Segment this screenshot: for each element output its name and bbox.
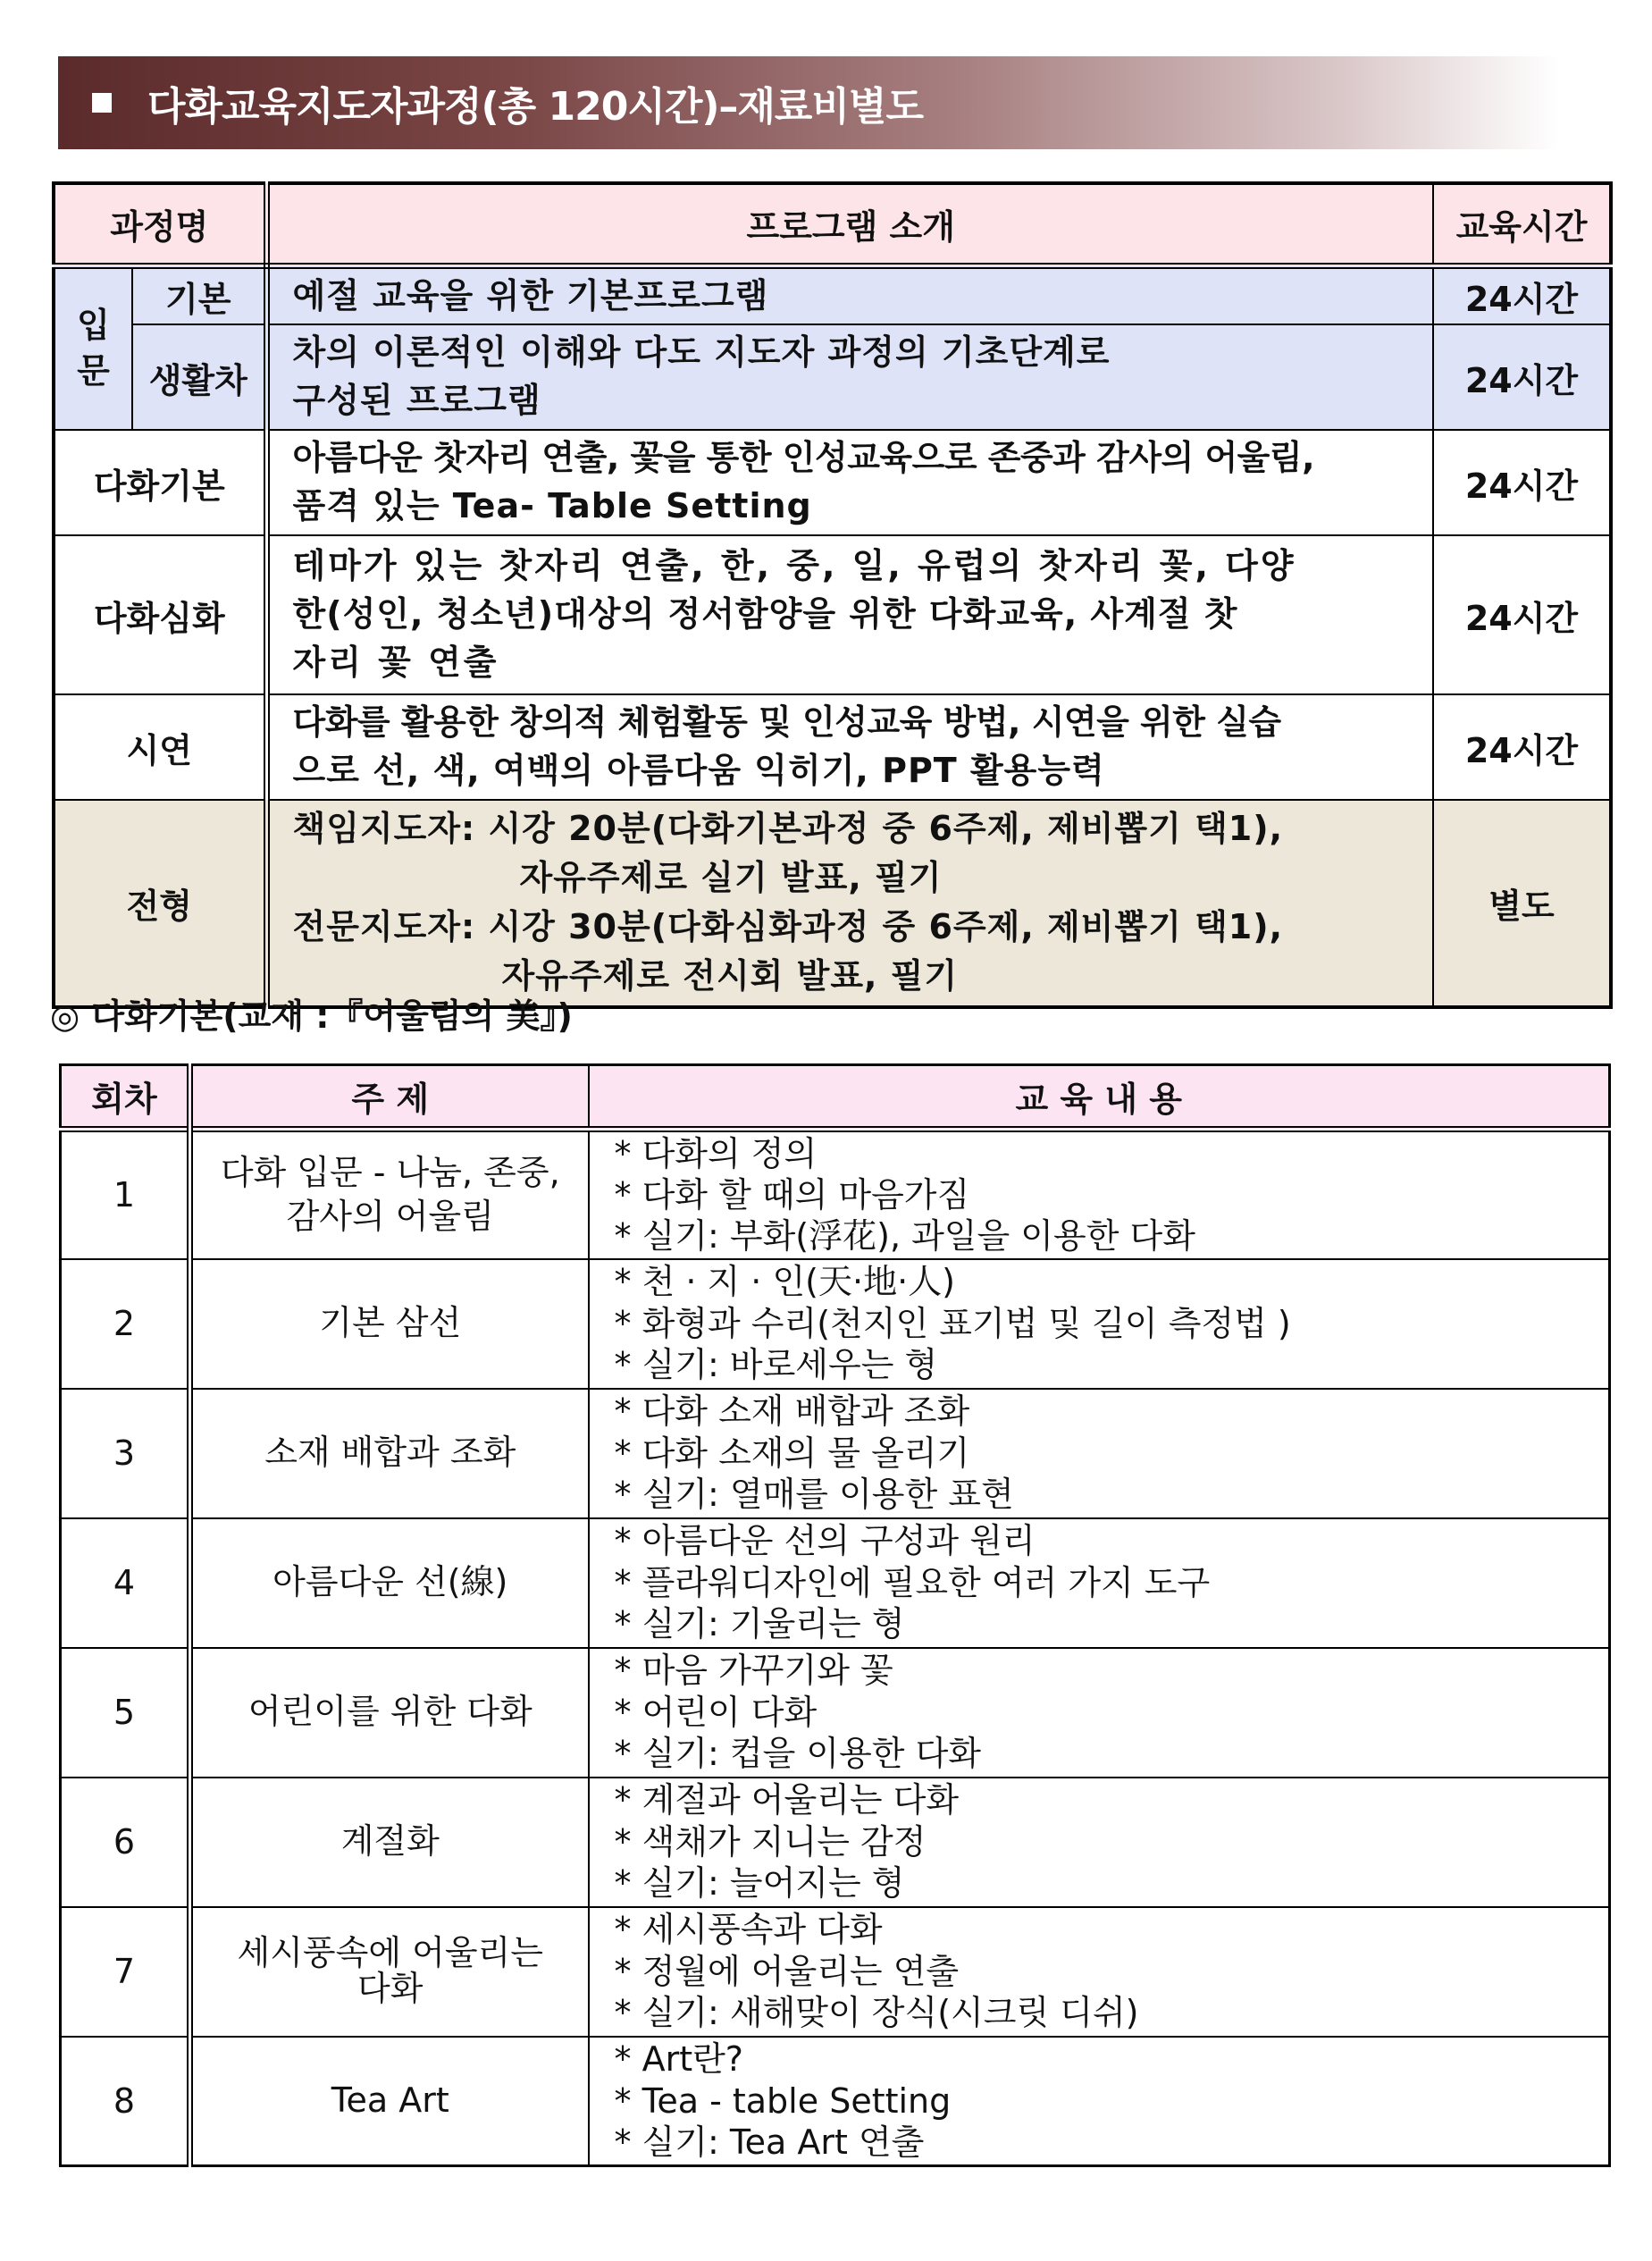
header-course-name: 과정명 bbox=[54, 183, 266, 265]
session-number: 2 bbox=[61, 1259, 190, 1389]
content-line: * 실기: 부화(浮花), 과일을 이용한 다화 bbox=[614, 1216, 1195, 1257]
curriculum-header-row bbox=[61, 1065, 1610, 1130]
course-name: 시연 bbox=[54, 694, 266, 800]
header-program: 프로그램 소개 bbox=[266, 183, 1433, 265]
header-session: 회차 bbox=[61, 1065, 190, 1130]
program-line: 한(성인, 청소년)대상의 정서함양을 위한 다화교육, 사계절 찻 bbox=[292, 594, 1238, 635]
session-content bbox=[589, 1518, 1610, 1648]
session-topic bbox=[190, 1389, 589, 1518]
session-topic bbox=[190, 2037, 589, 2166]
title-banner bbox=[58, 56, 1559, 149]
session-content bbox=[589, 1130, 1610, 1259]
program-line: 차의 이론적인 이해와 다도 지도자 과정의 기초단계로 bbox=[292, 332, 1111, 373]
session-content bbox=[589, 1648, 1610, 1778]
session-topic bbox=[190, 1778, 589, 1907]
session-content bbox=[589, 1259, 1610, 1389]
session-number: 3 bbox=[61, 1389, 190, 1518]
course-name: 다화기본 bbox=[54, 430, 266, 535]
topic-line: 아름다운 선(線) bbox=[273, 1562, 508, 1602]
content-line: * 천 · 지 · 인(天·地·人) bbox=[614, 1262, 955, 1302]
table-row bbox=[61, 1130, 1610, 1259]
square-bullet-icon bbox=[92, 93, 112, 113]
course-name: 기본 bbox=[132, 265, 266, 324]
program-line: 자리 꽃 연출 bbox=[292, 643, 499, 683]
course-hours: 24시간 bbox=[1433, 324, 1611, 430]
table-row bbox=[61, 1389, 1610, 1518]
table-row bbox=[61, 2037, 1610, 2166]
content-line: * 실기: Tea Art 연출 bbox=[614, 2122, 925, 2162]
content-line: * 플라워디자인에 필요한 여러 가지 도구 bbox=[614, 1562, 1211, 1602]
course-name: 다화심화 bbox=[54, 535, 266, 694]
curriculum-table bbox=[59, 1063, 1611, 2167]
session-topic bbox=[190, 1518, 589, 1648]
program-description bbox=[266, 535, 1433, 694]
program-line: 으로 선, 색, 여백의 아름다움 익히기, PPT 활용능력 bbox=[292, 751, 1105, 791]
course-hours: 별도 bbox=[1433, 800, 1611, 1006]
course-hours: 24시간 bbox=[1433, 265, 1611, 324]
topic-line: 다화 bbox=[357, 1969, 423, 2008]
course-hours: 24시간 bbox=[1433, 430, 1611, 535]
session-topic bbox=[190, 1648, 589, 1778]
content-line: * 다화의 정의 bbox=[614, 1133, 818, 1173]
session-content bbox=[589, 1778, 1610, 1907]
program-description bbox=[266, 430, 1433, 535]
table-row bbox=[61, 1648, 1610, 1778]
content-line: * 마음 가꾸기와 꽃 bbox=[614, 1651, 893, 1691]
section-heading: ◎ 다화기본(교재 :『어울림의 美』) bbox=[50, 996, 573, 1036]
content-line: * 화형과 수리(천지인 표기법 및 길이 측정법 ) bbox=[614, 1303, 1291, 1343]
session-content bbox=[589, 1389, 1610, 1518]
content-line: * 어린이 다화 bbox=[614, 1692, 818, 1732]
program-line: 테마가 있는 찻자리 연출, 한, 중, 일, 유럽의 찻자리 꽃, 다양 bbox=[292, 546, 1296, 586]
topic-line: Tea Art bbox=[331, 2080, 449, 2121]
header-topic: 주 제 bbox=[190, 1065, 589, 1130]
entry-group-label bbox=[54, 265, 132, 430]
topic-line: 어린이를 위한 다화 bbox=[247, 1692, 532, 1732]
program-line: 전문지도자: 시강 30분(다화심화과정 중 6주제, 제비뽑기 택1), bbox=[292, 907, 1284, 947]
topic-line: 감사의 어울림 bbox=[286, 1197, 494, 1237]
session-topic bbox=[190, 1130, 589, 1259]
page-title: 다화교육지도자과정(총 120시간)–재료비별도 bbox=[147, 84, 923, 130]
session-topic bbox=[190, 1259, 589, 1389]
content-line: * 다화 소재 배합과 조화 bbox=[614, 1391, 970, 1432]
program-line: 품격 있는 Tea- Table Setting bbox=[292, 486, 812, 526]
content-line: * 실기: 바로세우는 형 bbox=[614, 1345, 938, 1385]
program-line: 자유주제로 실기 발표, 필기 bbox=[519, 858, 943, 898]
program-line: 책임지도자: 시강 20분(다화기본과정 중 6주제, 제비뽑기 택1), bbox=[292, 809, 1284, 849]
course-name: 전형 bbox=[54, 800, 266, 1006]
overview-row bbox=[54, 265, 1611, 324]
content-line: * 정월에 어울리는 연출 bbox=[614, 1951, 960, 1991]
session-content bbox=[589, 1907, 1610, 2037]
content-line: * Tea - table Setting bbox=[614, 2080, 952, 2121]
program-description bbox=[266, 694, 1433, 800]
content-line: * 실기: 늘어지는 형 bbox=[614, 1863, 905, 1904]
course-overview-table bbox=[52, 181, 1613, 1009]
program-description bbox=[266, 324, 1433, 430]
program-line: 구성된 프로그램 bbox=[292, 381, 541, 421]
content-line: * 실기: 새해맞이 장식(시크릿 디쉬) bbox=[614, 1993, 1139, 2033]
session-number: 4 bbox=[61, 1518, 190, 1648]
topic-line: 다화 입문 - 나눔, 존중, bbox=[220, 1152, 560, 1192]
session-content bbox=[589, 2037, 1610, 2166]
course-hours: 24시간 bbox=[1433, 535, 1611, 694]
session-number: 8 bbox=[61, 2037, 190, 2166]
content-line: * 계절과 어울리는 다화 bbox=[614, 1780, 960, 1820]
table-row bbox=[61, 1778, 1610, 1907]
content-line: * 다화 할 때의 마음가짐 bbox=[614, 1175, 970, 1215]
header-hours: 교육시간 bbox=[1433, 183, 1611, 265]
overview-row bbox=[54, 535, 1611, 694]
content-line: * 실기: 열매를 이용한 표현 bbox=[614, 1475, 1014, 1515]
table-row bbox=[61, 1907, 1610, 2037]
course-hours: 24시간 bbox=[1433, 694, 1611, 800]
topic-line: 소재 배합과 조화 bbox=[264, 1433, 516, 1473]
content-line: * 실기: 기울리는 형 bbox=[614, 1604, 905, 1644]
header-content: 교 육 내 용 bbox=[589, 1065, 1610, 1130]
overview-row bbox=[54, 430, 1611, 535]
course-name: 생활차 bbox=[132, 324, 266, 430]
content-line: * 실기: 컵을 이용한 다화 bbox=[614, 1734, 981, 1774]
program-line: 다화를 활용한 창의적 체험활동 및 인성교육 방법, 시연을 위한 실습 bbox=[292, 702, 1281, 743]
overview-row bbox=[54, 800, 1611, 1006]
topic-line: 계절화 bbox=[340, 1821, 440, 1862]
entry-group-text: 입문 bbox=[77, 306, 110, 391]
content-line: * 아름다운 선의 구성과 원리 bbox=[614, 1521, 1036, 1561]
program-line: 예절 교육을 위한 기본프로그램 bbox=[292, 275, 769, 315]
topic-line: 세시풍속에 어울리는 bbox=[237, 1933, 543, 1973]
session-number: 6 bbox=[61, 1778, 190, 1907]
session-topic bbox=[190, 1907, 589, 2037]
content-line: * Art란? bbox=[614, 2039, 743, 2080]
session-number: 7 bbox=[61, 1907, 190, 2037]
overview-row bbox=[54, 694, 1611, 800]
table-row bbox=[61, 1518, 1610, 1648]
session-number: 5 bbox=[61, 1648, 190, 1778]
program-description bbox=[266, 800, 1433, 1006]
content-line: * 세시풍속과 다화 bbox=[614, 1910, 883, 1950]
table-row bbox=[61, 1259, 1610, 1389]
program-description bbox=[266, 265, 1433, 324]
content-line: * 다화 소재의 물 올리기 bbox=[614, 1433, 970, 1473]
session-number: 1 bbox=[61, 1130, 190, 1259]
overview-row bbox=[54, 324, 1611, 430]
program-line: 아름다운 찻자리 연출, 꽃을 통한 인성교육으로 존중과 감사의 어울림, bbox=[292, 438, 1315, 478]
topic-line: 기본 삼선 bbox=[319, 1303, 462, 1343]
program-line: 자유주제로 전시회 발표, 필기 bbox=[501, 956, 959, 996]
overview-header-row bbox=[54, 183, 1611, 265]
content-line: * 색채가 지니는 감정 bbox=[614, 1821, 927, 1862]
